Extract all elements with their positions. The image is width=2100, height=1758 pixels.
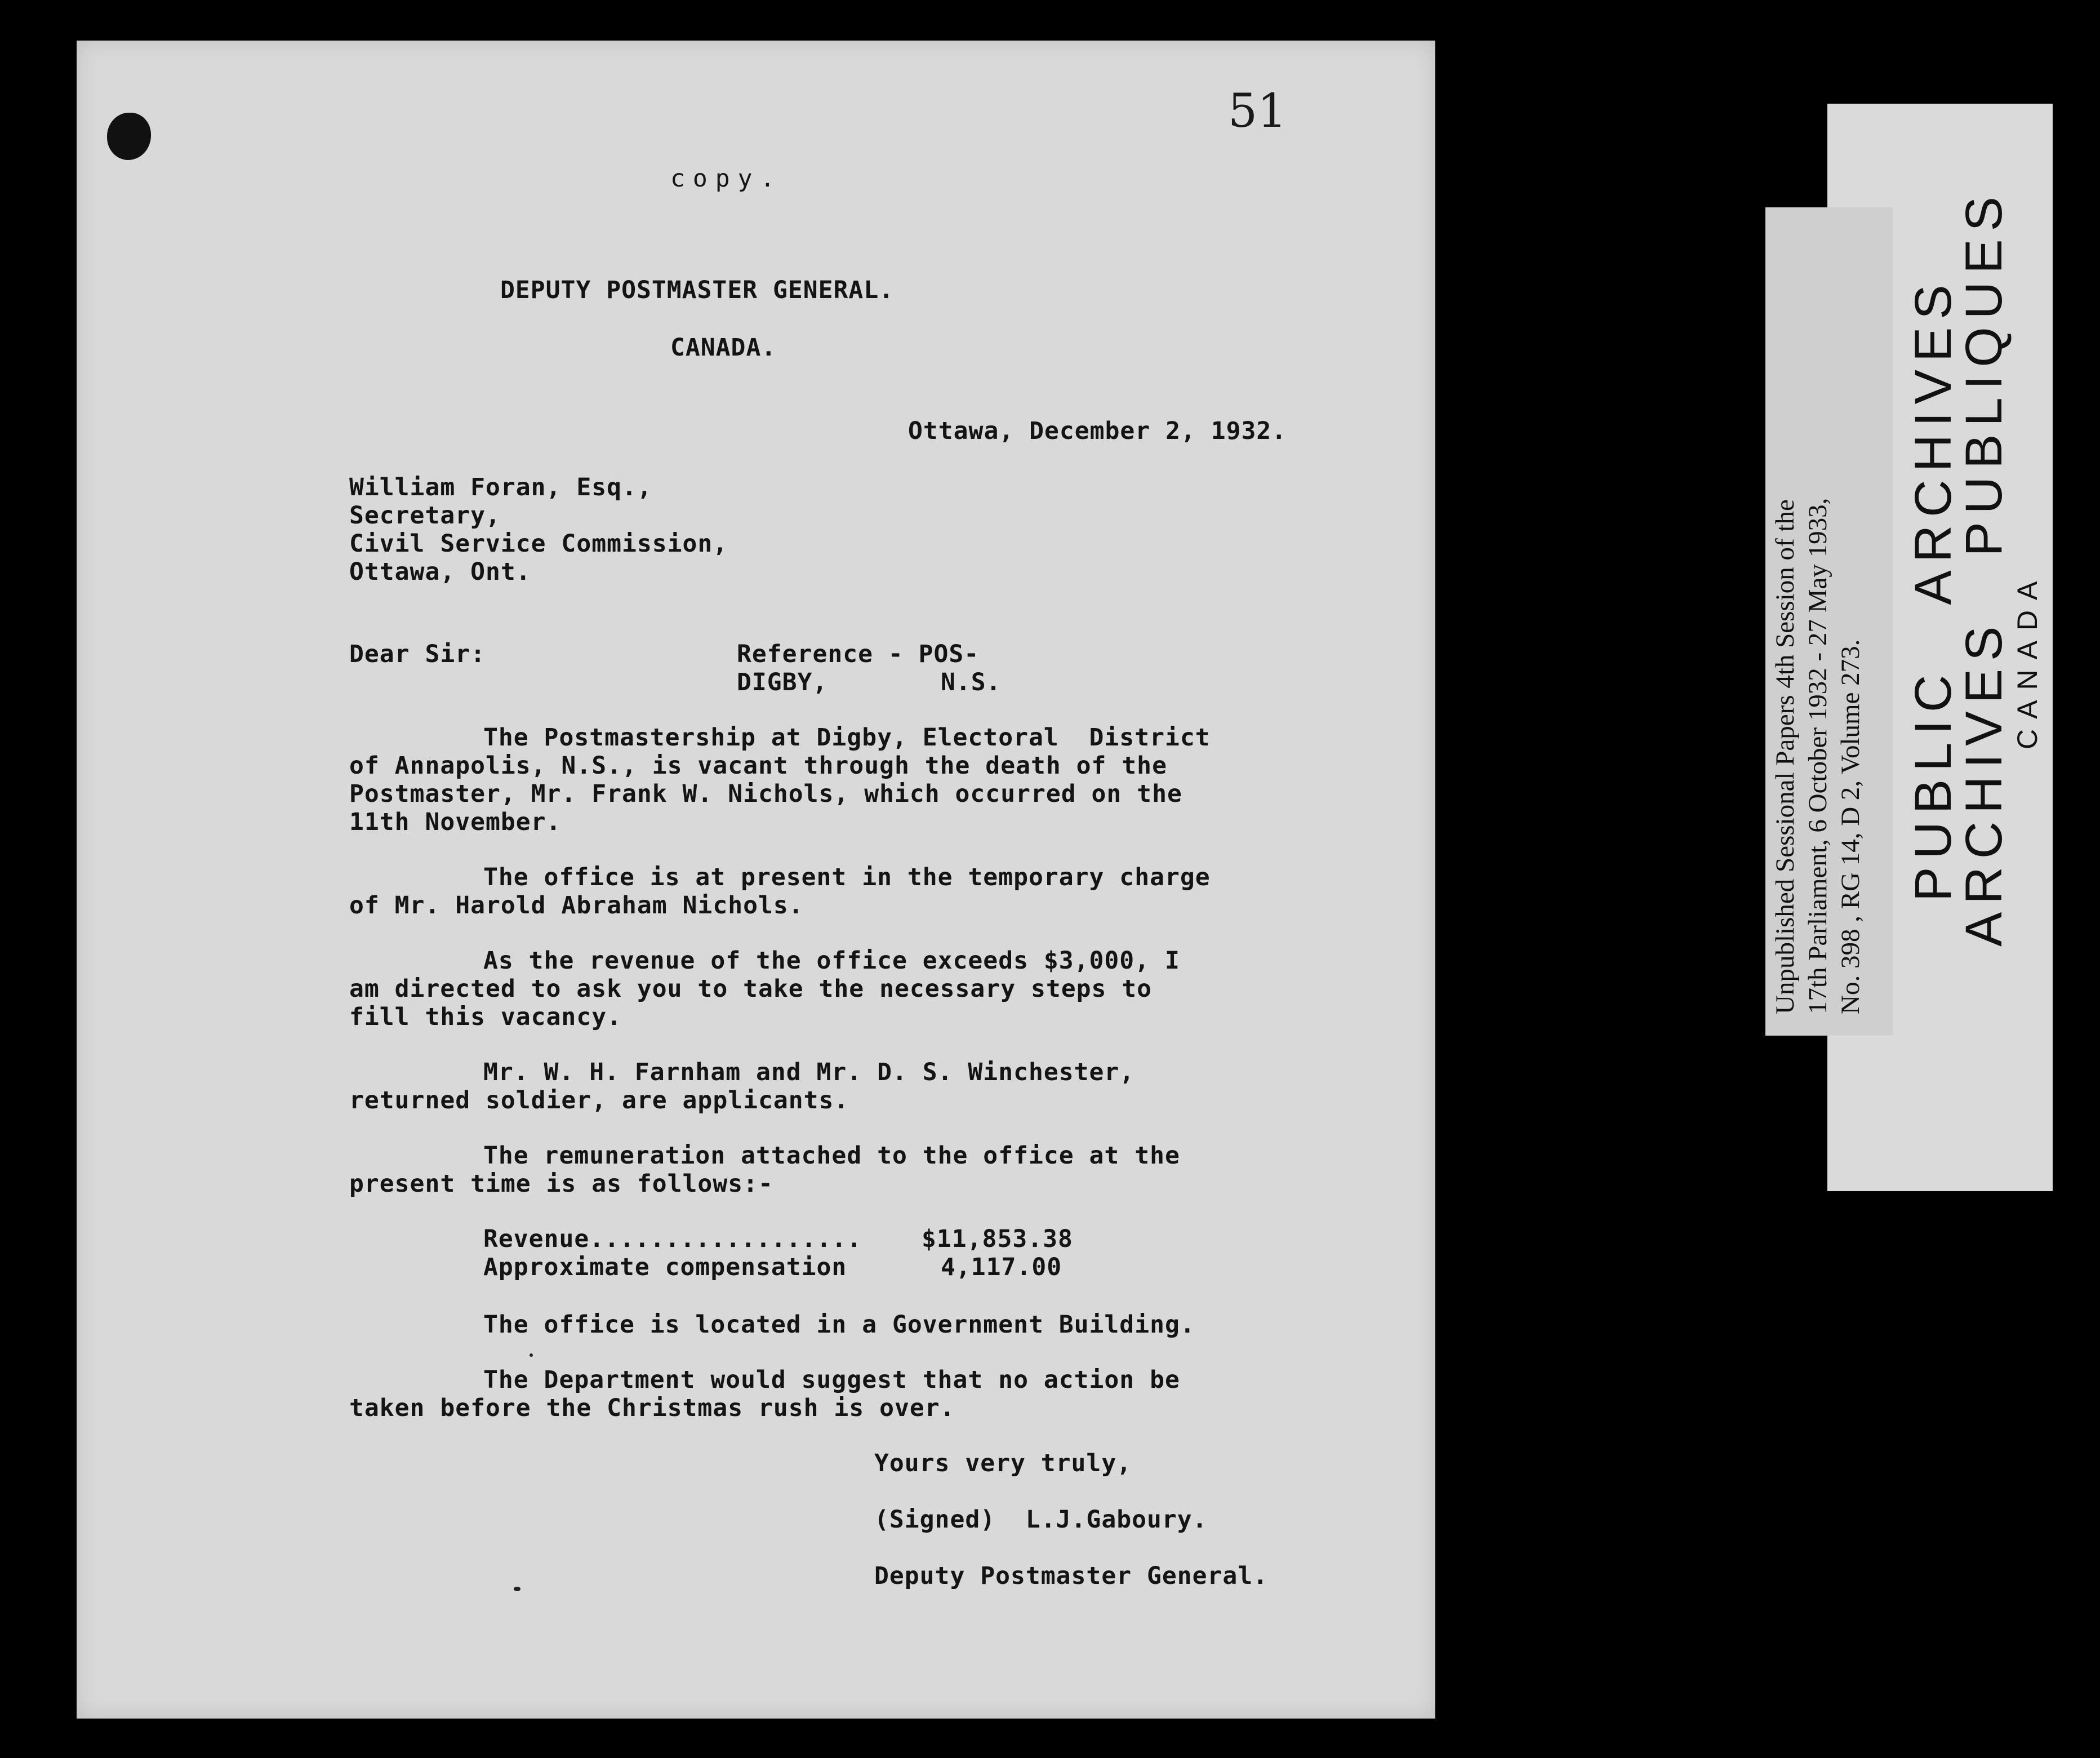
archives-line-3: CANADA xyxy=(2012,571,2043,749)
letter-subheading: CANADA. xyxy=(670,334,777,362)
copy-mark: copy. xyxy=(670,165,783,193)
ink-speck xyxy=(530,1353,533,1357)
date-line: Ottawa, December 2, 1932. xyxy=(908,417,1287,445)
remuneration-row xyxy=(483,1225,862,1253)
paragraph-line: fill this vacancy. xyxy=(349,1003,622,1031)
addressee-line: Secretary, xyxy=(349,501,501,530)
paragraph-line: 11th November. xyxy=(349,808,562,836)
paragraph-line: present time is as follows:- xyxy=(349,1170,773,1198)
page-number: 51 xyxy=(1228,85,1287,138)
archives-line-2 xyxy=(1955,189,2014,947)
archives-word: PUBLIC xyxy=(1905,667,1962,902)
archive-citation-line: 17th Parliament, 6 October 1932 - 27 May 1933, xyxy=(1803,498,1832,1014)
addressee-line: William Foran, Esq., xyxy=(349,473,652,501)
paragraph-line: am directed to ask you to take the necessary steps to xyxy=(349,975,1153,1003)
remuneration-amount: $11,853.38 xyxy=(922,1225,1073,1253)
signed-line: (Signed) L.J.Gaboury. xyxy=(874,1506,1208,1534)
archives-word: PUBLIQUES xyxy=(1955,189,2013,557)
paragraph-line: The remuneration attached to the office at the xyxy=(483,1142,1180,1170)
paragraph-line: Postmaster, Mr. Frank W. Nichols, which occurred on the xyxy=(349,780,1182,808)
addressee-line: Ottawa, Ont. xyxy=(349,558,531,586)
remuneration-label: Revenue xyxy=(483,1225,590,1253)
paragraph-line: The office is at present in the temporary charge xyxy=(483,863,1211,891)
reference-label: Reference - POS- xyxy=(737,640,980,668)
reference-province: N.S. xyxy=(941,668,1002,696)
paragraph-line: The Department would suggest that no action be xyxy=(483,1366,1180,1394)
reference-place: DIGBY, xyxy=(737,668,828,696)
paragraph-line: The office is located in a Government Building. xyxy=(483,1311,1195,1339)
ink-speck xyxy=(514,1587,520,1591)
archive-citation-line: No. 398 , RG 14, D 2, Volume 273. xyxy=(1836,639,1865,1014)
letter-heading: DEPUTY POSTMASTER GENERAL. xyxy=(500,276,895,304)
remuneration-row xyxy=(483,1253,847,1281)
closing: Yours very truly, xyxy=(874,1449,1132,1477)
signature-title: Deputy Postmaster General. xyxy=(874,1562,1269,1590)
archives-word: ARCHIVES xyxy=(1905,277,1962,605)
paragraph-line: taken before the Christmas rush is over. xyxy=(349,1394,955,1422)
paragraph-line: Mr. W. H. Farnham and Mr. D. S. Winchester, xyxy=(483,1058,1135,1086)
salutation: Dear Sir: xyxy=(349,640,486,668)
paragraph-line: returned soldier, are applicants. xyxy=(349,1086,849,1115)
archive-citation xyxy=(1769,498,1867,1014)
archives-word: ARCHIVES xyxy=(1955,618,2013,947)
paragraph-line: The Postmastership at Digby, Electoral District xyxy=(483,723,1211,752)
remuneration-leader: .................. xyxy=(589,1225,862,1253)
paragraph-line: of Annapolis, N.S., is vacant through the death of the xyxy=(349,752,1167,780)
archive-citation-line: Unpublished Sessional Papers 4th Session of the xyxy=(1770,499,1800,1014)
paragraph-line: of Mr. Harold Abraham Nichols. xyxy=(349,891,804,920)
remuneration-label: Approximate compensation xyxy=(483,1253,847,1281)
remuneration-amount: 4,117.00 xyxy=(941,1253,1062,1281)
paragraph-line: As the revenue of the office exceeds $3,000, I xyxy=(483,947,1180,975)
addressee-line: Civil Service Commission, xyxy=(349,530,728,558)
